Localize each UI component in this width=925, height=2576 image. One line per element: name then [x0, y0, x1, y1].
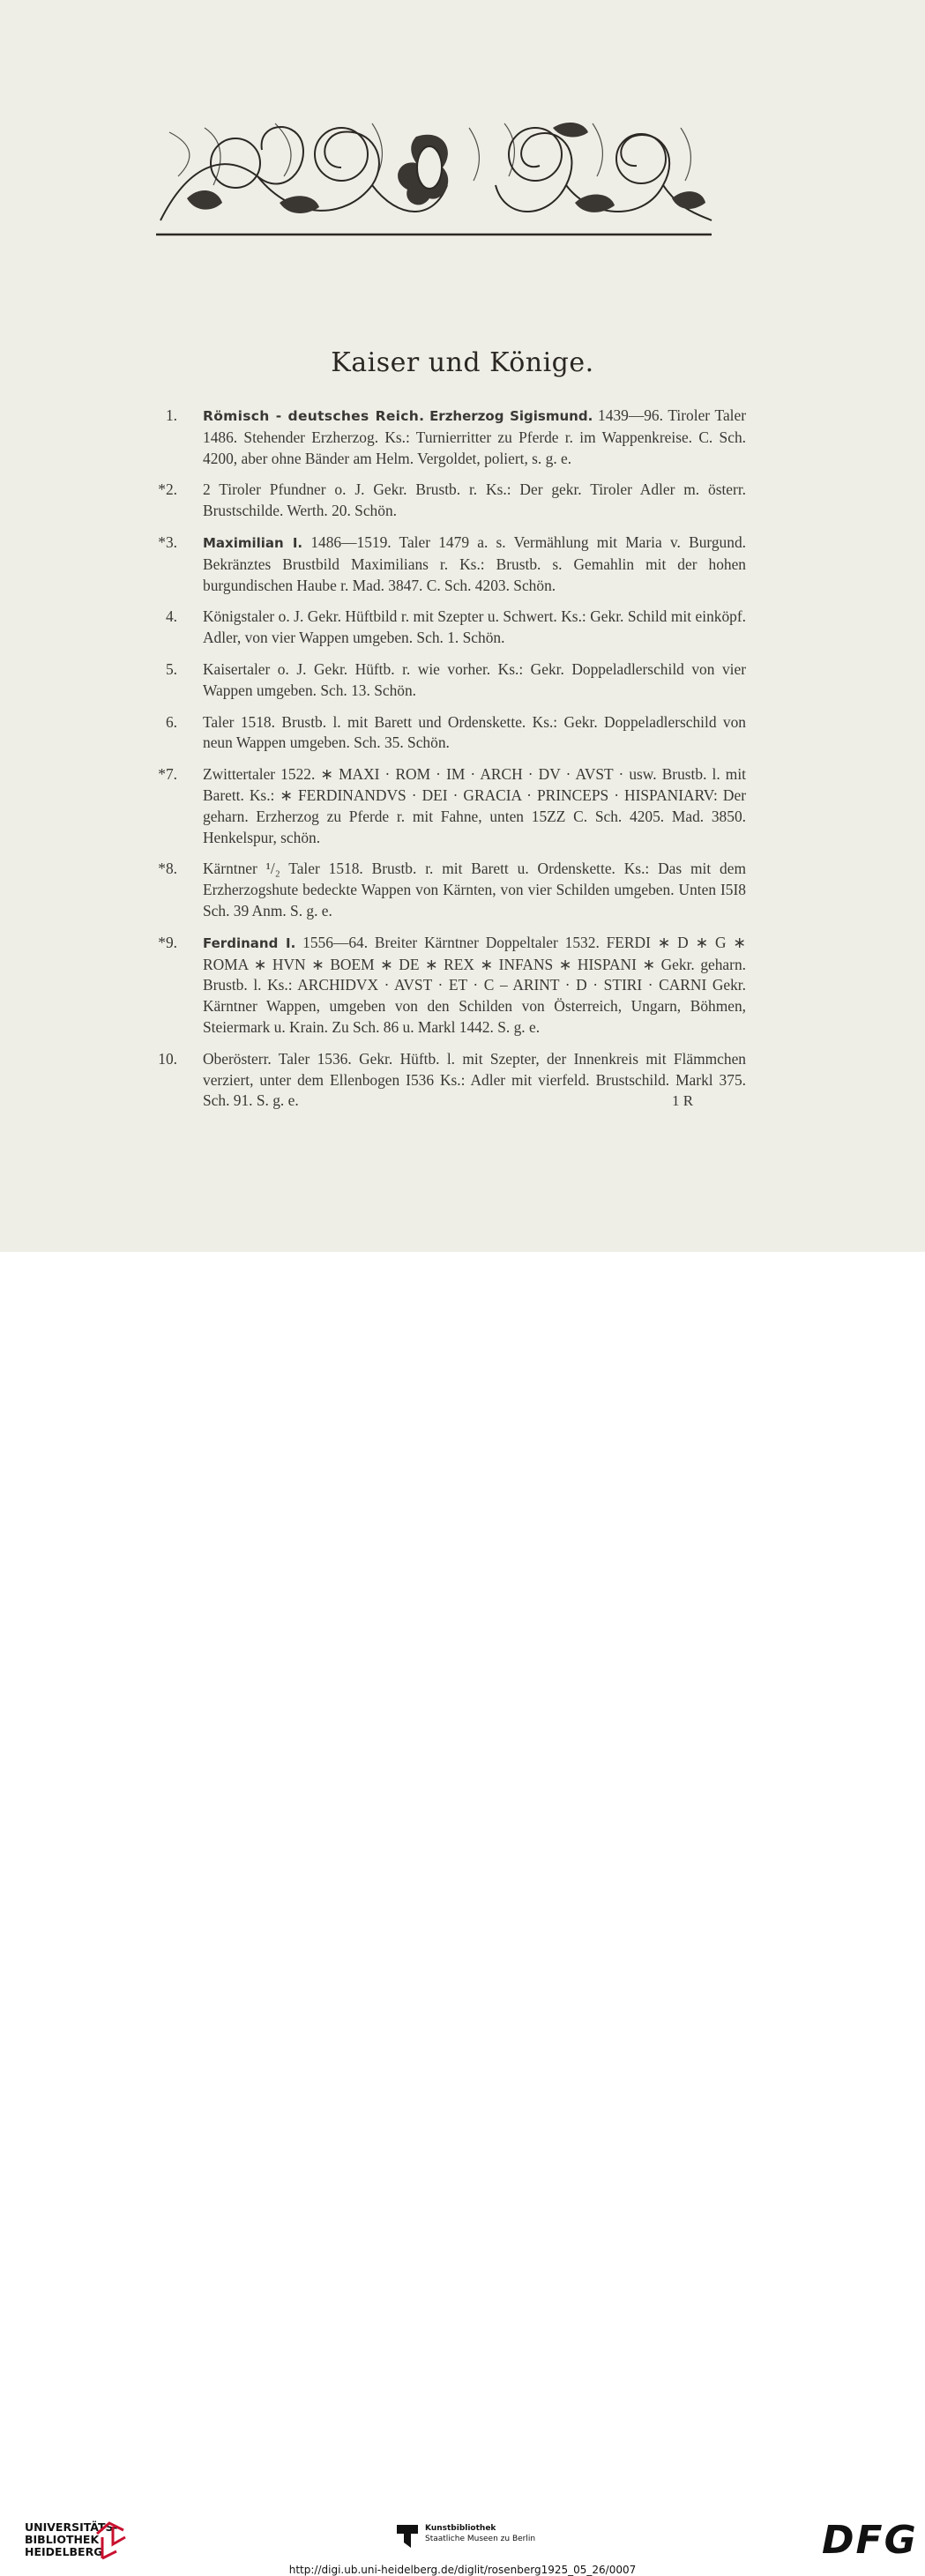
scanned-page — [0, 0, 925, 1252]
list-item — [141, 712, 746, 755]
entry-text: 2 Tiroler Pfundner o. J. Gekr. Brustb. r. Ks.: Der gekr. Tiroler Adler m. österr. Brustschilde. Werth. 20. Schön. — [203, 480, 746, 520]
permalink-url[interactable]: http://digi.ub.uni-heidelberg.de/diglit/rosenberg1925_05_26/0007 — [288, 2564, 637, 2576]
page-title: Kaiser und Könige. — [331, 347, 594, 378]
entry-number: *2. — [158, 480, 177, 499]
sheet-signature: 1 R — [672, 1092, 694, 1109]
entry-text: Taler 1518. Brustb. l. mit Barett und Ordenskette. Ks.: Gekr. Doppeladlerschild von neun Wappen umgeben. Sch. 35. Schön. — [203, 712, 746, 752]
ub-heidelberg-emblem-icon — [93, 2518, 131, 2562]
kunstbibliothek-eagle-icon — [395, 2523, 420, 2550]
kb-line-1: Kunstbibliothek — [425, 2524, 496, 2533]
entry-number: *7. — [158, 765, 177, 784]
entry-subheading: Maximilian I. — [203, 534, 303, 551]
entry-number: 5. — [165, 659, 177, 678]
catalog-entries — [141, 406, 746, 1122]
entry-number: 6. — [165, 712, 177, 731]
viewer-footer — [0, 1252, 925, 2576]
list-item — [141, 406, 746, 469]
kb-line-2: Staatliche Museen zu Berlin — [425, 2535, 536, 2543]
entry-number: 4. — [165, 607, 177, 626]
entry-text: Kaisertaler o. J. Gekr. Hüftb. r. wie vorher. Ks.: Gekr. Doppeladlerschild von vier Wappen umgeben. Sch. 13. Schön. — [203, 659, 746, 699]
ub-line-3: HEIDELBERG — [25, 2545, 103, 2558]
ub-line-2: BIBLIOTHEK — [25, 2533, 100, 2546]
entry-text: 1486—1519. Taler 1479 a. s. Vermählung mit Maria v. Burgund. Bekränztes Brustbild Maximilians r. Ks.: Brustb. s. Gemahlin mit der hohen burgundischen Haube r. Mad. 3847. C. Sch. 4203. Schön. — [203, 532, 746, 594]
entry-text: 1439—96. Tiroler Taler 1486. Stehender Erzherzog. Ks.: Turnierritter zu Pferde r. im Wappenkreise. C. Sch. 4200, aber ohne Bänder am Helm. Vergoldet, poliert, s. g. e. — [203, 406, 746, 467]
entry-number: 1. — [165, 406, 177, 424]
entry-text: Oberösterr. Taler 1536. Gekr. Hüftb. l. mit Szepter, der Innenkreis mit Flämmchen verziert, unter dem Ellenbogen I536 Ks.: Adler mit vierfeld. Brustschild. Markl 375. Sch. 91. S. g. e. — [203, 1049, 746, 1110]
list-item — [141, 532, 746, 596]
entry-text: Zwittertaler 1522. ∗ MAXI · ROM · IM · ARCH · DV · AVST · usw. Brustb. l. mit Barett. Ks.: ∗ FERDINANDVS · DEI · GRACIA · PRINCEPS · HISPANIARV: Der geharn. Erzherzog zu Pferde r. mit Fahne, unten 15ZZ C. Sch. 4205. Mad. 3850. Henkelspur, schön. — [203, 765, 746, 846]
entry-text: Königstaler o. J. Gekr. Hüftbild r. mit Szepter u. Schwert. Ks.: Gekr. Schild mit einköpf. Adler, von vier Wappen umgeben. Sch. 1. Schön. — [203, 607, 746, 647]
entry-text: 1556—64. Breiter Kärntner Doppeltaler 1532. FERDI ∗ D ∗ G ∗ ROMA ∗ HVN ∗ BOEM ∗ DE ∗ REX ∗ INFANS ∗ HISPANI ∗ Gekr. geharn. Brustb. l. Ks.: ARCHIDVX · AVST · ET · C – ARINT · D · STIRI · CARNI Gekr. Kärntner Wappen, umgeben von den Schilden von Österreich, Ungarn, Böhmen, Steiermark u. Krain. Zu Sch. 86 u. Markl 1442. S. g. e. — [203, 933, 746, 1036]
dfg-logo[interactable]: DFG — [822, 2518, 918, 2563]
ub-line-1: UNIVERSITÄTS- — [25, 2520, 118, 2534]
entry-heading: Römisch - deutsches Reich. — [203, 408, 425, 424]
entry-number: *9. — [158, 933, 177, 951]
entry-number: *3. — [158, 532, 177, 551]
entry-number: *8. — [158, 860, 177, 878]
list-item — [141, 859, 746, 921]
entry-subheading: Erzherzog Sigismund. — [429, 408, 593, 424]
entry-number: 10. — [158, 1049, 177, 1068]
list-item — [141, 1049, 746, 1112]
list-item — [141, 659, 746, 702]
entry-subheading: Ferdinand I. — [203, 934, 296, 951]
entry-text: Kärntner ¹/₂ Taler 1518. Brustb. r. mit Barett u. Ordenskette. Ks.: Das mit dem Erzherzogshute bedeckte Wappen von Kärnten, von vier Schilden umgeben. Unten I5I8 Sch. 39 Anm. S. g. e. — [203, 860, 746, 919]
kunstbibliothek-text[interactable] — [425, 2523, 535, 2544]
list-item — [141, 764, 746, 848]
list-item — [141, 480, 746, 522]
decorative-ornament-banner — [152, 115, 716, 240]
list-item — [141, 607, 746, 649]
list-item — [141, 933, 746, 1039]
